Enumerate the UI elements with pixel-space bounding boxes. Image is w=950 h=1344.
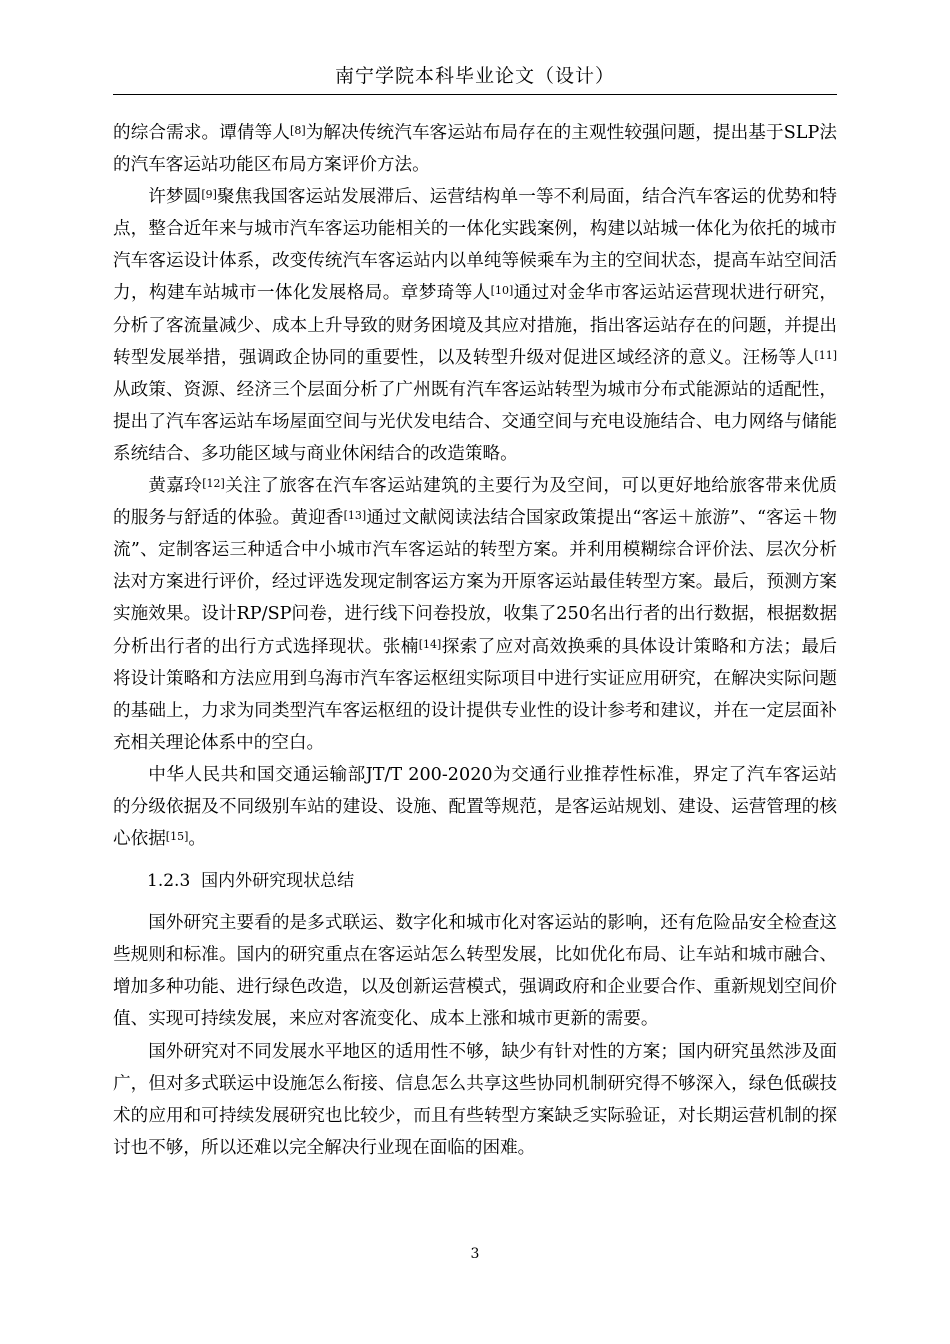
citation-marker: [10] [490, 284, 514, 298]
citation-marker: [14] [418, 637, 442, 651]
text-run: 通过对金华市客运站运营现状进行研究，分析了客流量减少、成本上升导致的财务困境及其应对措施，指出客运站存在的问题，并提出转型发展举措，强调政企协同的重要性，以及转型升级对促进区域经济的意义。汪杨等人 [113, 283, 837, 368]
text-run: 国外研究对不同发展水平地区的适用性不够，缺少有针对性的方案；国内研究虽然涉及面广，但对多式联运中设施怎么衔接、信息怎么共享这些协同机制研究得不够深入，绿色低碳技术的应用和可持续发展研究也比较少，而且有些转型方案缺乏实际验证，对长期运营机制的探讨也不够，所以还难以完全解决行业现在面临的困难。 [113, 1041, 837, 1158]
summary-paragraph-1 [113, 907, 837, 1035]
paragraph-1 [113, 117, 837, 181]
summary-paragraph-2 [113, 1036, 837, 1164]
text-run: 国外研究主要看的是多式联运、数字化和城市化对客运站的影响，还有危险品安全检查这些规则和标准。国内的研究重点在客运站怎么转型发展，比如优化布局、让车站和城市融合、增加多种功能、进行绿色改造，以及创新运营模式，强调政府和企业要合作、重新规划空间价值、实现可持续发展，来应对客流变化、成本上涨和城市更新的需要。 [113, 913, 837, 1030]
body-text [113, 117, 837, 1164]
text-run: 从政策、资源、经济三个层面分析了广州既有汽车客运站转型为城市分布式能源站的适配性，提出了汽车客运站车场屋面空间与光伏发电结合、交通空间与充电设施结合、电力网络与储能系统结合、多功能区域与商业休闲结合的改造策略。 [113, 379, 837, 464]
citation-marker: [8] [290, 124, 306, 137]
text-run: 中华人民共和国交通运输部JT/T 200-2020为交通行业推荐性标准，界定了汽车客运站的分级依据及不同级别车站的建设、设施、配置等规范，是客运站规划、建设、运营管理的核心依据 [113, 764, 837, 850]
text-run: 。 [188, 829, 206, 850]
citation-marker: [11] [814, 348, 837, 362]
section-title: 国内外研究现状总结 [201, 871, 355, 892]
paragraph-2 [113, 181, 837, 470]
citation-marker: [13] [343, 509, 367, 523]
header-rule [113, 94, 837, 95]
text-run: 通过文献阅读法结合国家政策提出“客运＋旅游”、“客运＋物流”、定制客运三种适合中小城市汽车客运站的转型方案。并利用模糊综合评价法、层次分析法对方案进行评价，经过评选发现定制客运方案为开原客运站最佳转型方案。最后，预测方案实施效果。设计RP/SP问卷，进行线下问卷投放，收集了250名出行者的出行数据，根据数据分析出行者的出行方式选择现状。张楠 [113, 508, 837, 657]
text-run: 聚焦我国客运站发展滞后、运营结构单一等不利局面，结合汽车客运的优势和特点，整合近年来与城市汽车客运功能相关的一体化实践案例，构建以站城一体化为依托的城市汽车客运设计体系，改变传统汽车客运站内以单纯等候乘车为主的空间状态，提高车站空间活力，构建车站城市一体化发展格局。章梦琦等人 [113, 187, 837, 304]
paragraph-4 [113, 759, 837, 855]
section-heading [113, 865, 837, 897]
section-number: 1.2.3 [147, 871, 191, 892]
citation-marker: [12] [202, 477, 225, 491]
text-run: 黄嘉玲 [148, 476, 203, 497]
running-header: 南宁学院本科毕业论文（设计） [334, 65, 615, 87]
text-run: 探索了应对高效换乘的具体设计策略和方法；最后将设计策略和方法应用到乌海市汽车客运枢纽实际项目中进行实证应用研究，在解决实际问题的基础上，力求为同类型汽车客运枢纽的设计提供专业性的设计参考和建议，并在一定层面补充相关理论体系中的空白。 [113, 636, 837, 753]
text-run: 的综合需求。谭倩等人 [113, 123, 291, 143]
page-number: 3 [470, 1246, 480, 1262]
text-run: 许梦圆 [148, 187, 202, 208]
citation-marker: [15] [165, 830, 189, 844]
citation-marker: [9] [201, 188, 217, 202]
text-run: 关注了旅客在汽车客运站建筑的主要行为及空间，可以更好地给旅客带来优质的服务与舒适的体验。黄迎香 [113, 476, 837, 529]
paragraph-3 [113, 470, 837, 759]
text-run: 为解决传统汽车客运站布局存在的主观性较强问题，提出基于SLP法的汽车客运站功能区布局方案评价方法。 [113, 123, 837, 176]
